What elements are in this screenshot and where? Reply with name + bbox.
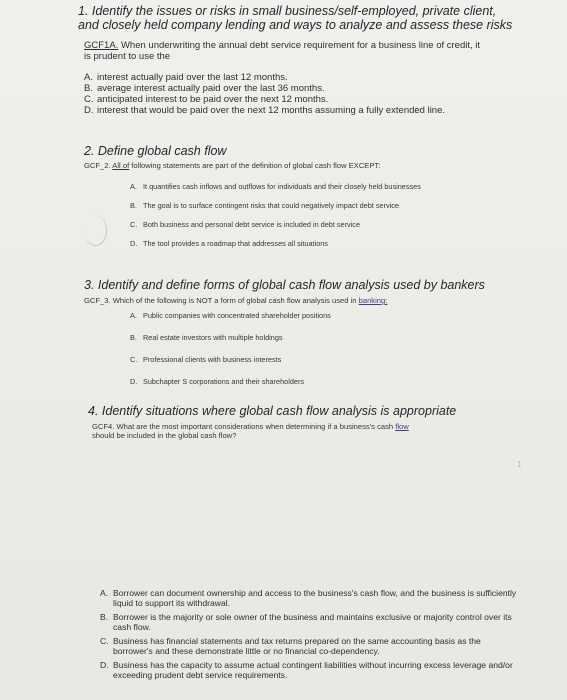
question-4-options — [100, 588, 520, 680]
question-2-underlined: All of — [112, 161, 130, 170]
option-1d[interactable]: D. interest that would be paid over the next 12 months assuming a fully extended line. — [84, 105, 446, 116]
option-2c[interactable]: C. Both business and personal debt service is included in debt service — [130, 220, 361, 229]
question-2 — [84, 161, 380, 170]
question-3-link[interactable]: banking: — [358, 296, 388, 305]
option-2b[interactable]: B. The goal is to surface contingent risks that could negatively impact debt service — [130, 201, 399, 210]
option-4a[interactable]: A. Borrower can document ownership and access to the business's cash flow, and the business is sufficiently liquid to support its withdrawal. — [100, 588, 517, 608]
section-4-heading: 4. Identify situations where global cash flow analysis is appropriate — [88, 404, 457, 418]
option-4c[interactable]: C. Business has financial statements and tax returns prepared on the same accounting basis as the borrower's and these demonstrate little or no financial co-dependency. — [100, 636, 481, 656]
section-2-heading: 2. Define global cash flow — [84, 144, 227, 158]
section-1 — [78, 4, 518, 32]
option-3a[interactable]: A. Public companies with concentrated shareholder positions — [130, 311, 331, 320]
question-4-link[interactable]: flow — [395, 422, 409, 431]
question-4 — [92, 422, 532, 440]
option-1a[interactable]: A. interest actually paid over the last 12 months. — [84, 72, 288, 83]
option-2a[interactable]: A. It quantifies cash inflows and outflows for individuals and their closely held businesses — [130, 182, 421, 191]
question-1-line1: When underwriting the annual debt service requirement for a business line of credit, it — [118, 40, 481, 51]
question-1 — [84, 40, 524, 62]
option-1b[interactable]: B. average interest actually paid over the last 36 months. — [84, 83, 325, 94]
question-3 — [84, 296, 387, 305]
section-1-heading: 1. Identify the issues or risks in small business/self-employed, private client, and closely held company lending and ways to analyze and assess these risks — [78, 4, 513, 32]
option-3d[interactable]: D. Subchapter S corporations and their shareholders — [130, 377, 305, 386]
question-2-rest: following statements are part of the definition of global cash flow EXCEPT: — [129, 161, 381, 170]
option-4b[interactable]: B. Borrower is the majority or sole owner of the business and maintains exclusive or majority control over its cash flow. — [100, 612, 512, 632]
question-2-code: GCF_2. — [84, 161, 111, 170]
option-2d[interactable]: D. The tool provides a roadmap that addresses all situations — [130, 239, 328, 248]
question-3-options — [130, 311, 331, 386]
pen-mark — [84, 215, 107, 246]
option-1c[interactable]: C. anticipated interest to be paid over the next 12 months. — [84, 94, 329, 105]
page-marker: 1 — [517, 460, 522, 469]
question-4-line1: GCF4. What are the most important considerations when determining if a business's cash — [92, 422, 396, 431]
option-3b[interactable]: B. Real estate investors with multiple holdings — [130, 333, 283, 342]
question-3-text: GCF_3. Which of the following is NOT a form of global cash flow analysis used in — [84, 296, 359, 305]
question-1-code: GCF1A. — [84, 40, 119, 51]
question-1-line2: is prudent to use the — [84, 51, 171, 62]
option-3c[interactable]: C. Professional clients with business interests — [130, 355, 282, 364]
question-2-options — [130, 182, 421, 248]
option-4d[interactable]: D. Business has the capacity to assume actual contingent liabilities without incurring excess leverage and/or exceeding prudent debt service requirements. — [100, 660, 513, 680]
question-1-options — [84, 72, 445, 116]
section-3-heading: 3. Identify and define forms of global cash flow analysis used by bankers — [84, 278, 485, 292]
question-4-line2: should be included in the global cash flow? — [92, 431, 237, 440]
